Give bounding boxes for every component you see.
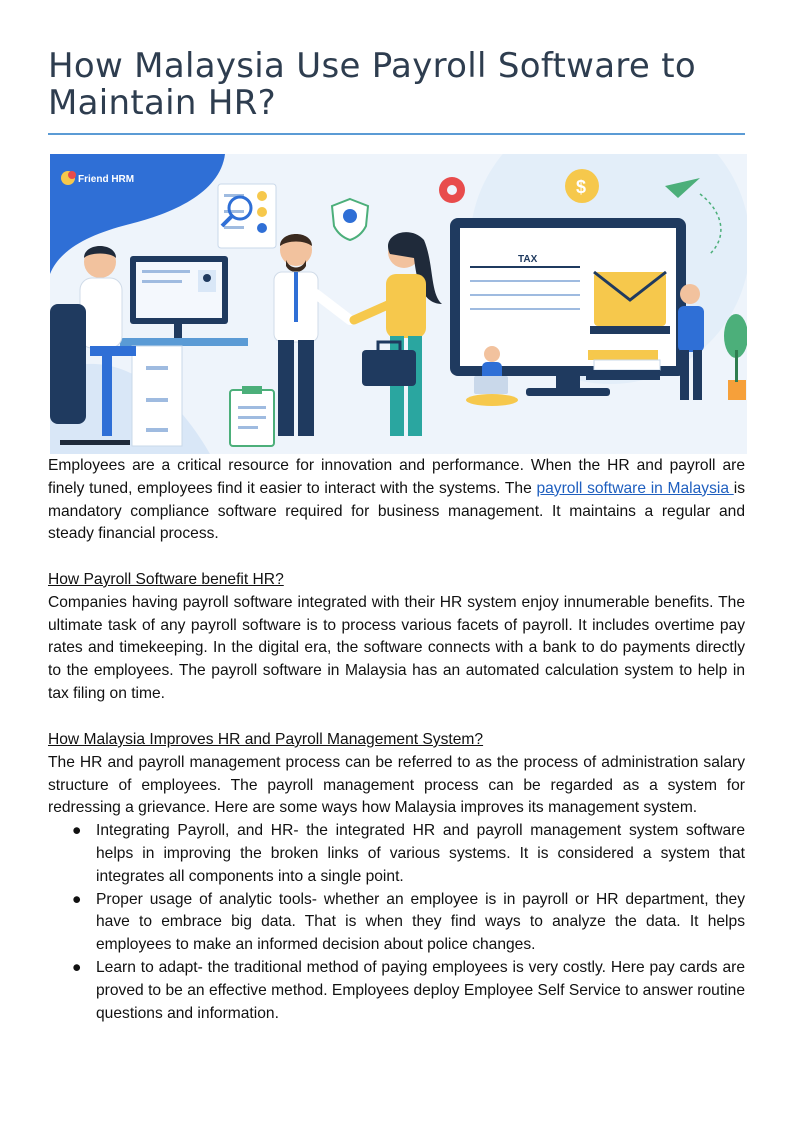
list-item: ● Proper usage of analytic tools- whether an employee is in payroll or HR department, they have to embrace big data. That is when they find ways to analyze the data. It helps employees to make an informed decision about police changes. [72,890,745,954]
book-stack [586,350,660,380]
hero-illustration [50,154,747,454]
page-title: How Malaysia Use Payroll Software to Maintain HR? [48,46,696,123]
svg-text:$: $ [576,177,587,197]
list-item: ● Learn to adapt- the traditional method of paying employees is very costly. Here pay cards are proved to be an effective method. Employees deploy Employee Self Service to answer routine questions and information. [72,958,745,1022]
section-body-benefits: Companies having payroll software integrated with their HR system enjoy innumerable benefits. The ultimate task of any payroll software is to process various facets of payroll. It includes overtime pay rates and timekeeping. In the digital era, the software connects with a bank to do payments directly to the employees. The payroll software in Malaysia has an automated calculation system to help in tax filing on time. [48,593,745,702]
bullet-icon: ● [72,822,82,840]
intro-text-end: is mandatory compliance software required for business management. It maintains a regular and steady financial process. [48,479,745,543]
friend-hrm-logo [61,171,134,185]
org-chart-card [218,184,276,248]
intro-paragraph [48,455,745,546]
section-body-improvements: The HR and payroll management process can be referred to as the process of administration salary structure of employees. The payroll management process can be regarded as a system for redressing a grievance. Here are some ways how Malaysia improves its management system. [48,753,745,817]
title-divider [48,133,745,135]
list-item: ● Integrating Payroll, and HR- the integrated HR and payroll management system software helps in improving the broken links of various systems. It is considered a system that integrates all components into a single point. [72,822,745,885]
dollar-coin-icon [565,169,599,203]
payroll-software-link[interactable]: payroll software in Malaysia [536,479,734,497]
logo-text: Friend HRM [78,174,135,185]
section-benefits [48,569,745,706]
section-improvements [48,729,745,1025]
tax-label: TAX [518,254,538,265]
bullet-icon: ● [72,958,82,976]
briefcase-icon [362,350,416,386]
section-heading-benefits: How Payroll Software benefit HR? [48,571,284,588]
clipboard-icon [230,386,274,446]
gear-icon [439,177,465,203]
improvement-list [48,820,745,1025]
intro-text-start: Employees are a critical resource for innovation and performance. When the HR and payroll are finely tuned, employees find it easier to interact with the systems. The [48,457,745,497]
bullet-icon: ● [72,890,82,908]
section-heading-improvements: How Malaysia Improves HR and Payroll Management System? [48,731,484,748]
